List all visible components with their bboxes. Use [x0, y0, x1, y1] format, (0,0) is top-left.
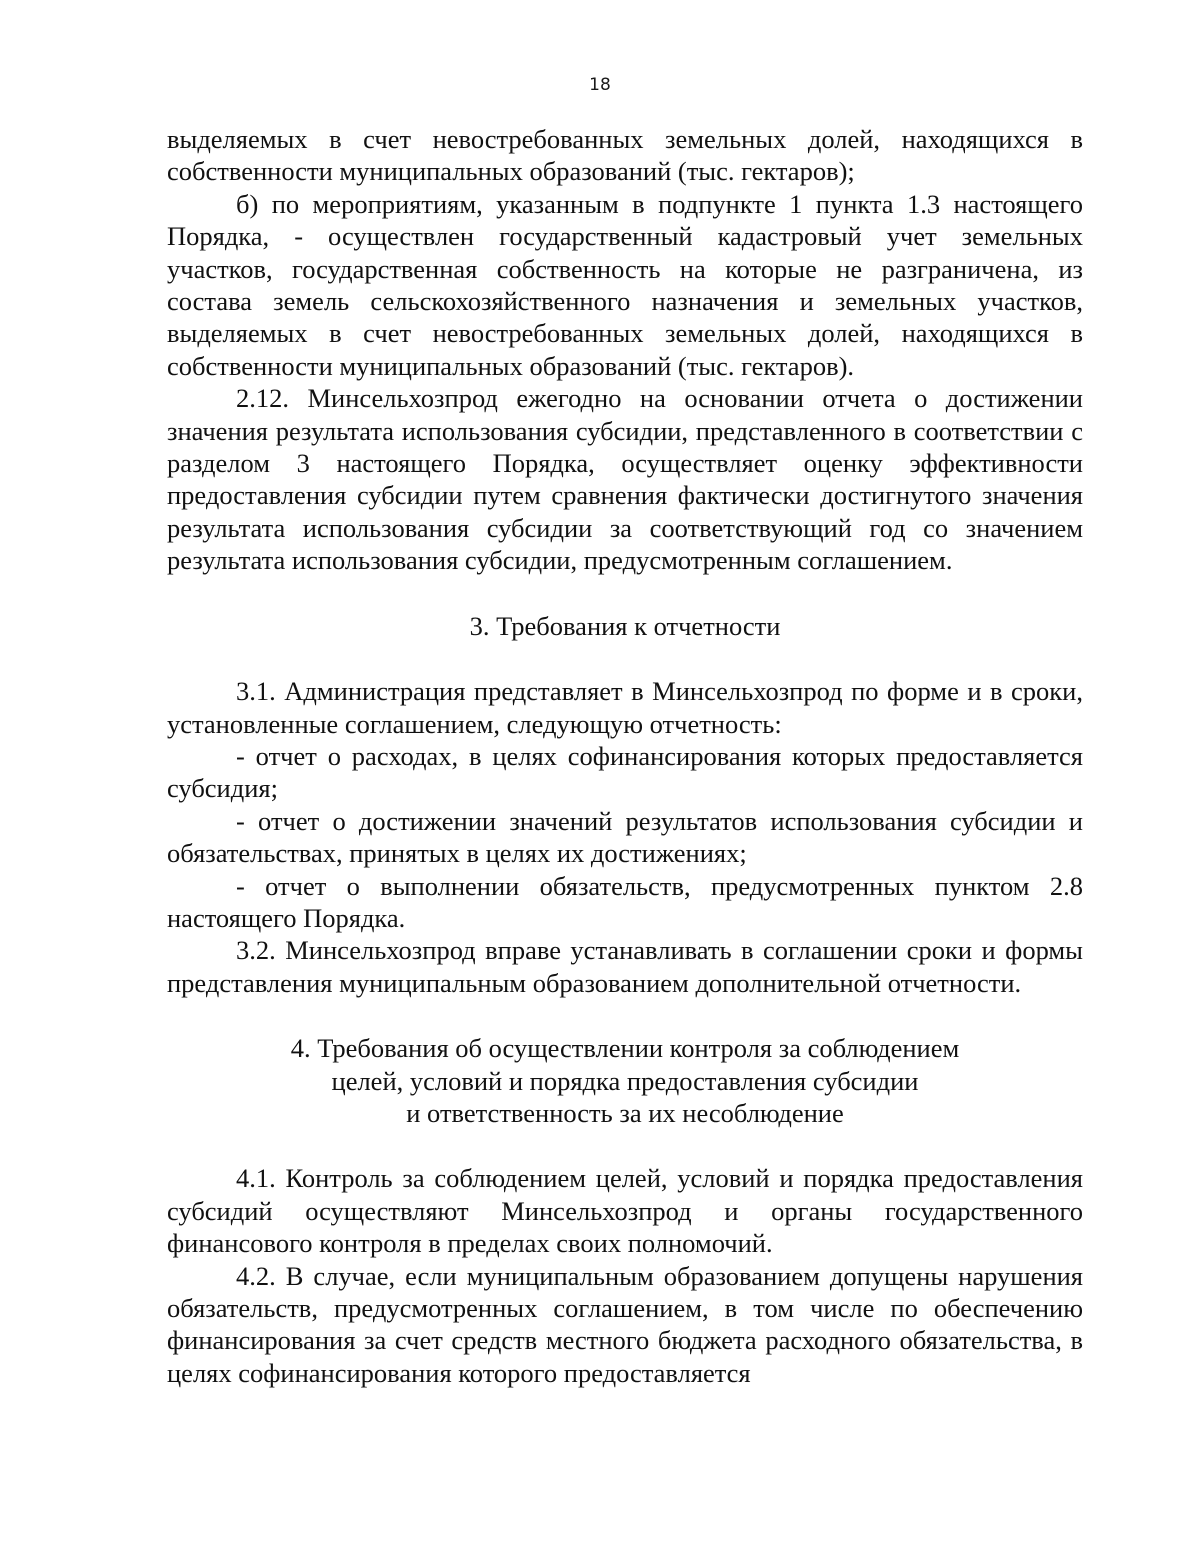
list-item-report-expenses: - отчет о расходах, в целях софинансирования которых предоставляется субсидия;	[167, 740, 1083, 804]
paragraph-continuation: выделяемых в счет невостребованных земельных долей, находящихся в собственности муниципальных образований (тыс. гектаров);	[167, 124, 1083, 187]
spacer	[167, 642, 1083, 675]
paragraph-subitem-b: б) по мероприятиям, указанным в подпункте 1 пункта 1.3 настоящего Порядка, - осуществлен государственный кадастровый учет земельных участков, государственная собственность на которые не разграничена, из состава земель сельскохозяйственного назначения и земельных участков, выделяемых в счет невостребованных земельных долей, находящихся в собственности муниципальных образований (тыс. гектаров).	[167, 188, 1083, 381]
spacer	[167, 999, 1083, 1032]
paragraph-4-1: 4.1. Контроль за соблюдением целей, условий и порядка предоставления субсидий осуществляют Минсельхозпрод и органы государственного финансового контроля в пределах своих полномочий.	[167, 1163, 1083, 1259]
section-3-heading: 3. Требования к отчетности	[469, 610, 781, 641]
list-item-report-obligations: - отчет о выполнении обязательств, предусмотренных пунктом 2.8 настоящего Порядка.	[167, 870, 1083, 933]
section-4-heading-line-3: и ответственность за их несоблюдение	[406, 1097, 844, 1128]
section-4-heading-line-2: целей, условий и порядка предоставления субсидии	[331, 1065, 919, 1096]
paragraph-2-12: 2.12. Минсельхозпрод ежегодно на основании отчета о достижении значения результата использования субсидии, представленного в соответствии с разделом 3 настоящего Порядка, осуществляет оценку эффективности предоставления субсидии путем сравнения фактически достигнутого значения результата использования субсидии за соответствующий год со значением результата использования субсидии, предусмотренным соглашением.	[167, 383, 1083, 576]
spacer	[167, 1129, 1083, 1162]
page-number: 18	[589, 75, 611, 95]
section-4-heading-line-1: 4. Требования об осуществлении контроля за соблюдением	[290, 1033, 960, 1064]
list-item-report-results: - отчет о достижении значений результатов использования субсидии и обязательствах, принятых в целях их достижениях;	[167, 805, 1083, 869]
spacer	[167, 577, 1083, 610]
paragraph-3-1: 3.1. Администрация представляет в Минсельхозпрод по форме и в сроки, установленные соглашением, следующую отчетность:	[167, 676, 1083, 739]
paragraph-4-2: 4.2. В случае, если муниципальным образованием допущены нарушения обязательств, предусмотренных соглашением, в том числе по обеспечению финансирования за счет средств местного бюджета расходного обязательства, в целях софинансирования которого предоставляется	[167, 1260, 1083, 1388]
paragraph-3-2: 3.2. Минсельхозпрод вправе устанавливать в соглашении сроки и формы представления муниципальным образованием дополнительной отчетности.	[167, 935, 1083, 998]
document-body	[167, 123, 1083, 1389]
